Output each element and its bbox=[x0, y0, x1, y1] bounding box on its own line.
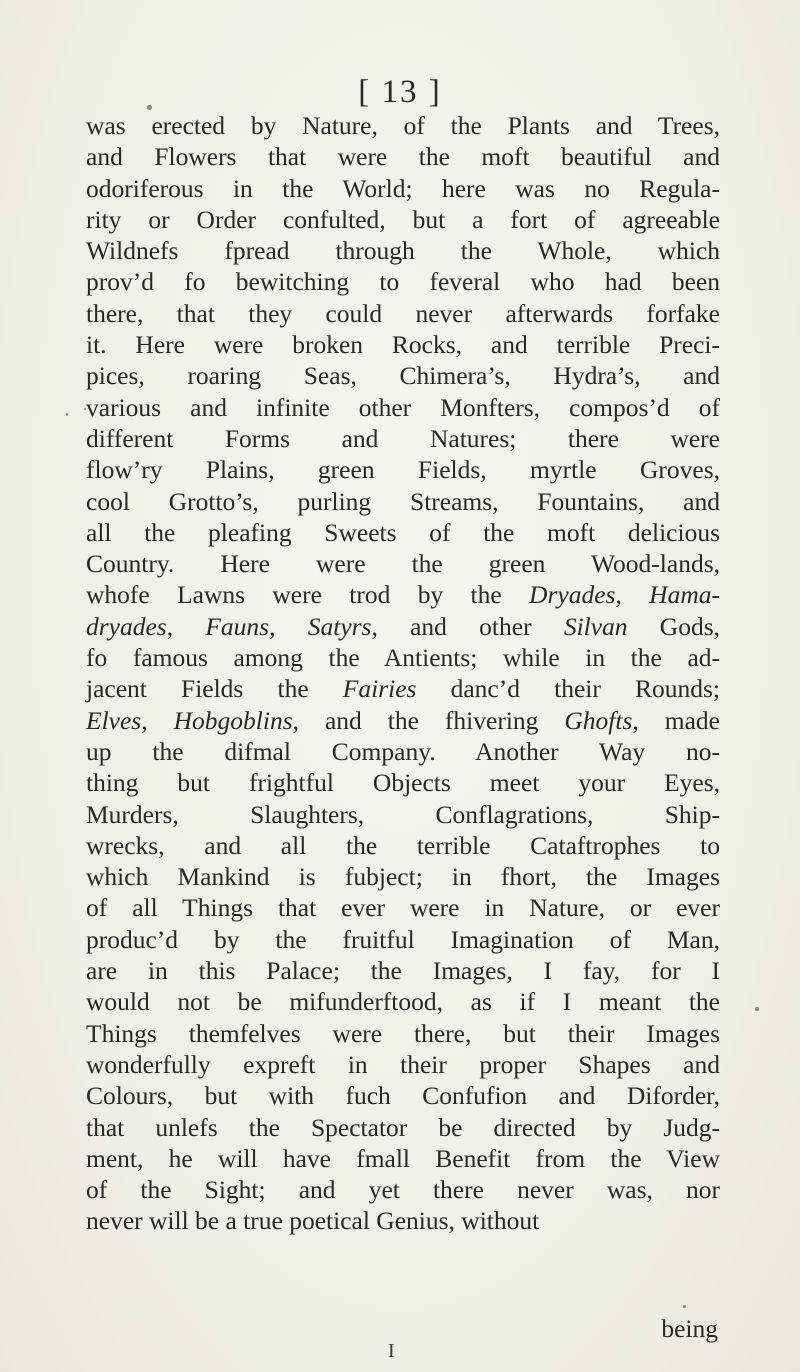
text-line bbox=[86, 110, 720, 141]
italic-term: Fauns bbox=[205, 611, 270, 641]
text-segment: thing but frightful Objects meet your Eyes, bbox=[86, 768, 720, 798]
text-segment: that unlefs the Spectator be directed by Judg- bbox=[86, 1112, 720, 1142]
italic-term: Satyrs bbox=[307, 611, 372, 641]
text-line bbox=[86, 1018, 720, 1049]
text-segment: wrecks, and all the terrible Cataftrophes to bbox=[86, 830, 720, 860]
ink-speck bbox=[147, 105, 152, 110]
ink-speck bbox=[66, 413, 68, 416]
text-segment: , bbox=[141, 705, 174, 735]
text-line bbox=[86, 423, 720, 454]
text-segment: fo famous among the Antients; while in the ad- bbox=[86, 643, 720, 673]
text-segment: it. Here were broken Rocks, and terrible Preci- bbox=[86, 330, 720, 360]
text-segment: , made bbox=[632, 705, 720, 735]
text-segment: ment, he will have fmall Benefit from the View bbox=[86, 1143, 720, 1173]
text-segment: , bbox=[166, 611, 206, 641]
text-line bbox=[86, 454, 720, 485]
text-line bbox=[86, 548, 720, 579]
italic-term: Fairies bbox=[342, 674, 417, 704]
italic-term: Ghofts bbox=[564, 705, 633, 735]
text-segment: are in this Palace; the Images, I fay, for I bbox=[86, 956, 720, 986]
text-line bbox=[86, 486, 720, 517]
text-line bbox=[86, 266, 720, 297]
text-line bbox=[86, 611, 720, 642]
italic-term: Hobgoblins bbox=[173, 705, 293, 735]
text-segment: there, that they could never afterwards forfake bbox=[86, 298, 720, 328]
text-segment: of all Things that ever were in Nature, or ever bbox=[86, 893, 720, 923]
text-line bbox=[86, 517, 720, 548]
text-line bbox=[86, 204, 720, 235]
text-segment: Country. Here were the green Wood-lands, bbox=[86, 549, 720, 579]
body-text bbox=[86, 110, 720, 1237]
text-line bbox=[86, 329, 720, 360]
text-segment: various and infinite other Monfters, compos’d of bbox=[86, 392, 720, 422]
text-line bbox=[86, 1049, 720, 1080]
text-segment: Gods, bbox=[627, 611, 721, 641]
text-segment: would not be mifunderftood, as if I meant the bbox=[86, 987, 720, 1017]
text-line bbox=[86, 861, 720, 892]
text-segment: cool Grotto’s, purling Streams, Fountains, and bbox=[86, 486, 720, 516]
text-line bbox=[86, 736, 720, 767]
text-segment: Colours, but with fuch Confufion and Diforder, bbox=[86, 1081, 720, 1111]
text-line bbox=[86, 1143, 720, 1174]
italic-term: Elves bbox=[86, 705, 142, 735]
text-segment: , and other bbox=[371, 611, 564, 641]
text-segment: different Forms and Natures; there were bbox=[86, 423, 720, 453]
text-segment: wonderfully expreft in their proper Shapes and bbox=[86, 1049, 720, 1079]
text-line bbox=[86, 1080, 720, 1111]
text-segment: and Flowers that were the moft beautiful and bbox=[86, 142, 720, 172]
catchword: being bbox=[661, 1314, 718, 1343]
text-segment: never will be a true poetical Genius, without bbox=[86, 1206, 540, 1236]
italic-term: dryades bbox=[86, 611, 167, 641]
text-line bbox=[86, 830, 720, 861]
ink-speck bbox=[755, 1007, 759, 1011]
text-segment: whofe Lawns were trod by the bbox=[86, 580, 530, 610]
text-line bbox=[86, 141, 720, 172]
text-segment: up the difmal Company. Another Way no- bbox=[86, 736, 720, 766]
text-segment: , and the fhivering bbox=[292, 705, 565, 735]
text-line bbox=[86, 799, 720, 830]
text-line bbox=[86, 1112, 720, 1143]
text-segment: odoriferous in the World; here was no Regula- bbox=[86, 173, 720, 203]
text-line bbox=[86, 298, 720, 329]
text-line bbox=[86, 986, 720, 1017]
ink-speck bbox=[683, 1305, 686, 1308]
text-segment: was erected by Nature, of the Plants and Trees, bbox=[86, 111, 720, 140]
text-segment: danc’d their Rounds; bbox=[416, 674, 721, 704]
text-segment: Wildnefs fpread through the Whole, which bbox=[86, 236, 720, 266]
text-line bbox=[86, 1174, 720, 1205]
text-line bbox=[86, 892, 720, 923]
text-segment: of the Sight; and yet there never was, nor bbox=[86, 1175, 720, 1205]
signature-mark: I bbox=[388, 1340, 395, 1362]
ink-speck bbox=[84, 408, 86, 410]
text-line bbox=[86, 1205, 720, 1236]
text-line bbox=[86, 642, 720, 673]
text-segment: prov’d fo bewitching to feveral who had been bbox=[86, 267, 720, 297]
italic-term: Dryades bbox=[529, 580, 616, 610]
text-segment: which Mankind is fubject; in fhort, the Images bbox=[86, 862, 720, 892]
text-segment: rity or Order confulted, but a fort of agreeable bbox=[86, 204, 720, 234]
text-segment: Murders, Slaughters, Conflagrations, Ship- bbox=[86, 799, 720, 829]
text-segment: flow’ry Plains, green Fields, myrtle Groves, bbox=[86, 455, 720, 485]
text-segment: jacent Fields the bbox=[86, 674, 343, 704]
text-segment: Things themfelves were there, but their Images bbox=[86, 1018, 720, 1048]
text-line bbox=[86, 235, 720, 266]
text-line bbox=[86, 360, 720, 391]
text-segment: , bbox=[269, 611, 308, 641]
text-segment: pices, roaring Seas, Chimera’s, Hydra’s, and bbox=[86, 361, 720, 391]
italic-term: Hama- bbox=[649, 580, 720, 610]
page-number: [ 13 ] bbox=[358, 74, 442, 110]
italic-term: Silvan bbox=[563, 611, 628, 641]
text-line bbox=[86, 705, 720, 736]
text-segment: produc’d by the fruitful Imagination of Man, bbox=[86, 924, 720, 954]
text-line bbox=[86, 673, 720, 704]
text-line bbox=[86, 767, 720, 798]
text-segment: all the pleafing Sweets of the moft delicious bbox=[86, 517, 720, 547]
text-line bbox=[86, 955, 720, 986]
text-segment: , bbox=[615, 580, 650, 610]
text-line bbox=[86, 392, 720, 423]
text-line bbox=[86, 579, 720, 610]
text-line bbox=[86, 173, 720, 204]
text-line bbox=[86, 924, 720, 955]
